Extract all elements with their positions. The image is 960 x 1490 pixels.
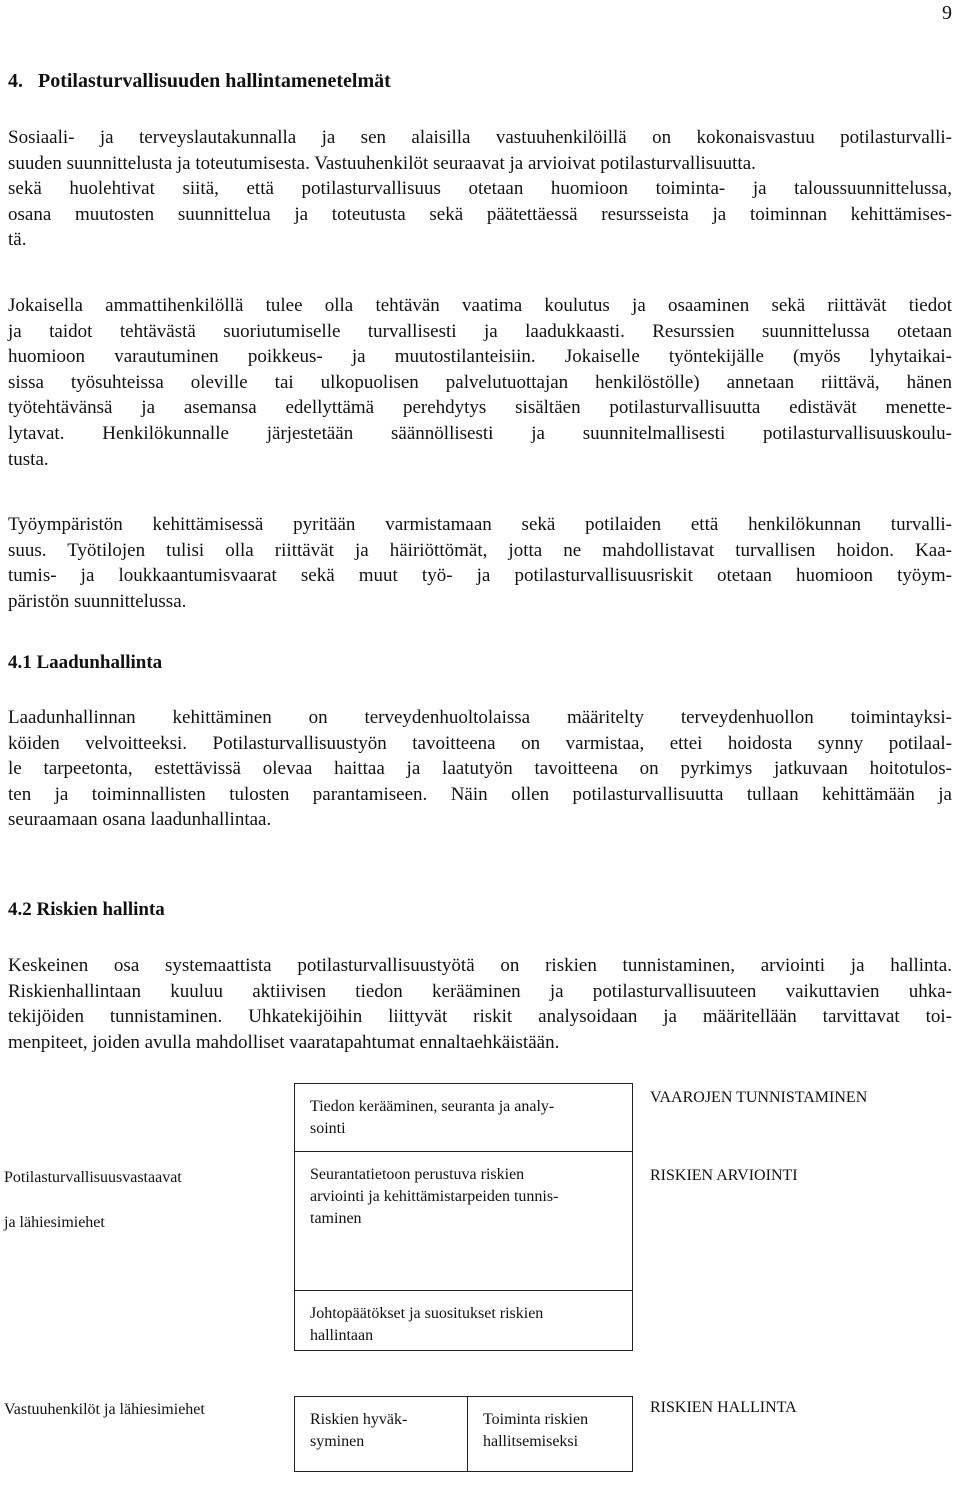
text-line: ja taidot tehtävästä suoriutumiselle turvallisesti ja laadukkaasti. Resurssien suunnittelussa otetaan [8, 320, 952, 342]
box-text-line: hallintaan [310, 1327, 374, 1344]
box-data-collection [294, 1083, 633, 1152]
box-text-line: Toiminta riskien [483, 1411, 589, 1428]
paragraph-responsibility [8, 125, 952, 253]
box-text-line: syminen [310, 1433, 365, 1450]
box-risk-actions [467, 1396, 633, 1472]
text-line: Sosiaali- ja terveyslautakunnalla ja sen alaisilla vastuuhenkilöillä on kokonaisvastuu potilasturvalli- [8, 127, 952, 148]
side-label-responsible-persons: Vastuuhenkilöt ja lähiesimiehet [4, 1401, 205, 1418]
text-line: sissa työsuhteissa oleville tai ulkopuolisen palvelutuottajan henkilöstölle) annetaan riittävä, hänen [8, 371, 952, 393]
side-label-patient-safety: Potilasturvallisuusvastaavat [4, 1169, 182, 1186]
box-text-line: taminen [310, 1210, 362, 1227]
paragraph-quality [8, 705, 952, 833]
box-text-line: Johtopäätökset ja suositukset riskien [310, 1305, 544, 1322]
subsection-heading-quality: 4.1 Laadunhallinta [8, 652, 163, 673]
risk-management-diagram [0, 1080, 960, 1490]
side-label-supervisors: ja lähiesimiehet [4, 1214, 105, 1231]
text-line: tusta. [8, 448, 49, 470]
text-line: Työympäristön kehittämisessä pyritään varmistamaan sekä potilaiden että henkilökunnan turvalli- [8, 514, 952, 535]
box-risk-acceptance [294, 1396, 468, 1472]
text-line: Laadunhallinnan kehittäminen on terveydenhuoltolaissa määritelty terveydenhuollon toimintayksi- [8, 707, 952, 728]
box-text-line: Tiedon kerääminen, seuranta ja analy- [310, 1098, 555, 1115]
text-line: päristön suunnittelussa. [8, 590, 187, 612]
text-line: lytavat. Henkilökunnalle järjestetään säännöllisesti ja suunnitelmallisesti potilasturvallisuuskoulu- [8, 422, 952, 444]
text-line: köiden velvoitteeksi. Potilasturvallisuustyön tavoitteena on varmistaa, ettei hoidosta synny potilaal- [8, 732, 952, 754]
text-line: suuden suunnittelusta ja toteutumisesta. Vastuuhenkilöt seuraavat ja arvioivat potilasturvallisuutta. [8, 152, 756, 174]
paragraph-risk [8, 953, 952, 1055]
section-number: 4. [8, 70, 23, 92]
section-title: Potilasturvallisuuden hallintamenetelmät [38, 70, 391, 92]
text-line: tumis- ja loukkaantumisvaarat sekä muut työ- ja potilasturvallisuusriskit otetaan huomioon työym- [8, 565, 952, 587]
text-line: sekä huolehtivat siitä, että potilasturvallisuus otetaan huomioon toiminta- ja taloussuunnittelussa, [8, 178, 952, 200]
paragraph-competence [8, 293, 952, 472]
text-line: Riskienhallintaan kuuluu aktiivisen tiedon kerääminen ja potilasturvallisuuteen vaikuttavien uhka- [8, 980, 952, 1002]
subsection-heading-risk: 4.2 Riskien hallinta [8, 899, 165, 920]
box-text-line: hallitsemiseksi [483, 1433, 579, 1450]
box-text-line: Seurantatietoon perustuva riskien [310, 1166, 525, 1183]
box-risk-assessment [294, 1151, 633, 1298]
text-line: suus. Työtilojen tulisi olla riittävät ja häiriöttömät, jotta ne mahdollistavat turvallisen hoidon. Kaa- [8, 539, 952, 561]
text-line: osana muutosten suunnittelua ja toteutusta sekä päätettäessä resursseista ja toiminnan kehittämises- [8, 203, 952, 225]
text-line: seuraamaan osana laadunhallintaa. [8, 809, 272, 831]
box-text-line: Riskien hyväk- [310, 1411, 408, 1428]
text-line: ten ja toiminnallisten tulosten parantamiseen. Näin ollen potilasturvallisuutta tullaan kehittämään ja [8, 783, 952, 805]
label-hazard-identification: VAAROJEN TUNNISTAMINEN [650, 1089, 868, 1106]
section-heading [8, 70, 391, 93]
label-risk-assessment: RISKIEN ARVIOINTI [650, 1167, 798, 1184]
label-risk-management: RISKIEN HALLINTA [650, 1399, 797, 1416]
text-line: le tarpeetonta, estettävissä olevaa haittaa ja laatutyön tavoitteena on pyrkimys jatkuvaan hoitotulos- [8, 758, 952, 780]
box-text-line: sointi [310, 1120, 346, 1137]
text-line: työtehtävänsä ja asemansa edellyttämä perehdytys sisältäen potilasturvallisuutta edistävät menette- [8, 397, 952, 419]
text-line: tä. [8, 229, 27, 251]
text-line: tekijöiden tunnistaminen. Uhkatekijöihin liittyvät riskit analysoidaan ja määritellään tarvittavat toi- [8, 1006, 952, 1028]
box-conclusions [294, 1290, 633, 1351]
text-line: Jokaisella ammattihenkilöllä tulee olla tehtävän vaatima koulutus ja osaaminen sekä riittävät tiedot [8, 295, 952, 316]
page-number: 9 [942, 2, 952, 24]
box-text-line: arviointi ja kehittämistarpeiden tunnis- [310, 1188, 559, 1205]
paragraph-work-environment [8, 512, 952, 614]
text-line: menpiteet, joiden avulla mahdolliset vaaratapahtumat ennaltaehkäistään. [8, 1031, 560, 1053]
text-line: Keskeinen osa systemaattista potilasturvallisuustyötä on riskien tunnistaminen, arviointi ja hallinta. [8, 955, 952, 976]
text-line: huomioon varautuminen poikkeus- ja muutostilanteisiin. Jokaiselle työntekijälle (myös lyhytaikai- [8, 346, 952, 368]
